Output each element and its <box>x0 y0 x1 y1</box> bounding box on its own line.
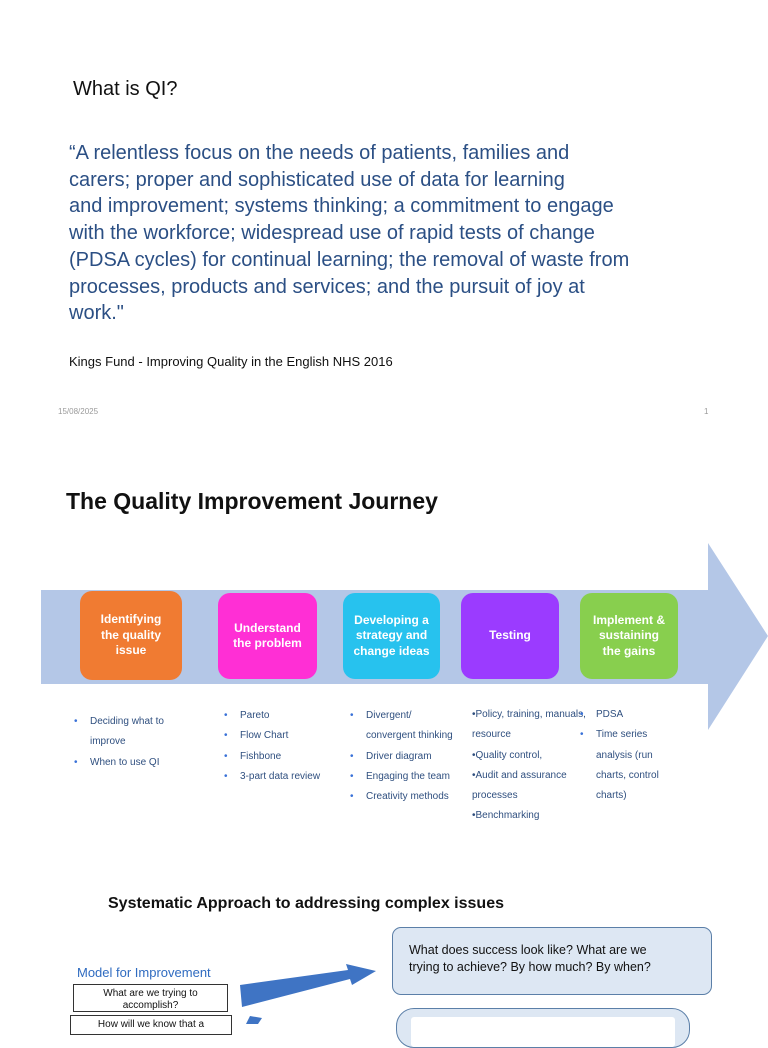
callout-line: What does success look like? What are we <box>409 943 647 957</box>
stage4-details <box>472 705 590 827</box>
list-item: • Flow Chart <box>224 726 334 746</box>
stage1-details <box>74 712 180 773</box>
list-item: • 3-part data review <box>224 767 334 787</box>
stage3-details <box>350 706 465 807</box>
stage-testing <box>461 593 559 679</box>
model-question-line: What are we trying to <box>103 988 198 999</box>
stage-label-line: the gains <box>602 643 656 658</box>
stage5-details <box>580 705 668 806</box>
quote-line: work." <box>69 302 124 325</box>
second-callout <box>396 1008 690 1048</box>
list-item: resource <box>472 729 511 741</box>
quote-line: with the workforce; widespread use of rapid tests of change <box>69 222 595 245</box>
stage2-details <box>224 706 334 787</box>
quote-line: and improvement; systems thinking; a commitment to engage <box>69 195 614 218</box>
list-item: • Fishbone <box>224 747 334 767</box>
list-item: • When to use QI <box>74 753 180 773</box>
success-callout <box>392 927 712 995</box>
quote-line: carers; proper and sophisticated use of data for learning <box>69 168 565 191</box>
list-item: processes <box>472 790 518 802</box>
slide2-title: The Quality Improvement Journey <box>66 488 438 514</box>
second-callout-content <box>411 1017 675 1047</box>
quote-line: processes, products and services; and the pursuit of joy at <box>69 275 585 298</box>
model-question-line: How will we know that a <box>97 1019 205 1030</box>
list-item: •Policy, training, manuals, <box>472 709 586 720</box>
stage-label-line: change ideas <box>353 643 430 658</box>
list-item: • Driver diagram <box>350 747 465 767</box>
slide-date: 15/08/2025 <box>58 407 99 416</box>
list-item: •Audit and assurance <box>472 769 567 781</box>
slide3-title: Systematic Approach to addressing complex issues <box>108 895 504 912</box>
list-item: • Creativity methods <box>350 787 465 807</box>
slide-page-number: 1 <box>704 407 709 416</box>
list-item: • Divergent/ convergent thinking <box>350 706 465 747</box>
callout-line: trying to achieve? By how much? By when? <box>409 960 651 974</box>
stage-label-line: the quality <box>100 627 161 642</box>
list-item: • Time series analysis (run charts, control charts) <box>580 725 668 806</box>
quote-line: “A relentless focus on the needs of patients, families and <box>69 142 570 164</box>
slide1-title: What is QI? <box>73 78 178 100</box>
model-question-box <box>73 984 228 1012</box>
model-question-box-2 <box>70 1015 232 1035</box>
stage-label-line: Developing a <box>354 612 429 627</box>
stage-label-line: strategy and <box>355 628 428 643</box>
list-item: • Pareto <box>224 706 334 726</box>
stage-label-line: Implement & <box>592 612 665 627</box>
list-item: • Engaging the team <box>350 767 465 787</box>
model-for-improvement-title: Model for Improvement <box>77 965 211 980</box>
stage-label-line: issue <box>115 643 147 658</box>
stage-label-line: Understand <box>234 620 301 635</box>
stage-label-line: Identifying <box>100 612 162 627</box>
model-question-line: accomplish? <box>122 1000 179 1011</box>
pointer-arrow-lower <box>246 1016 262 1024</box>
stage-label-line: Testing <box>489 628 531 643</box>
stage-developing-strategy <box>343 593 440 679</box>
list-item: • Deciding what to improve <box>74 712 180 753</box>
list-item: • PDSA <box>580 705 668 725</box>
stage-implement-sustain <box>580 593 678 679</box>
stage-understand-problem <box>218 593 317 679</box>
list-item: •Benchmarking <box>472 810 540 822</box>
pointer-arrow-upper <box>240 964 376 1007</box>
list-item: •Quality control, <box>472 749 543 761</box>
stage-identifying-issue <box>80 591 182 680</box>
stage-label-line: sustaining <box>598 628 659 643</box>
quote-line: (PDSA cycles) for continual learning; the removal of waste from <box>69 248 630 271</box>
stage-label-line: the problem <box>233 636 302 650</box>
quote-citation: Kings Fund - Improving Quality in the English NHS 2016 <box>69 354 393 369</box>
